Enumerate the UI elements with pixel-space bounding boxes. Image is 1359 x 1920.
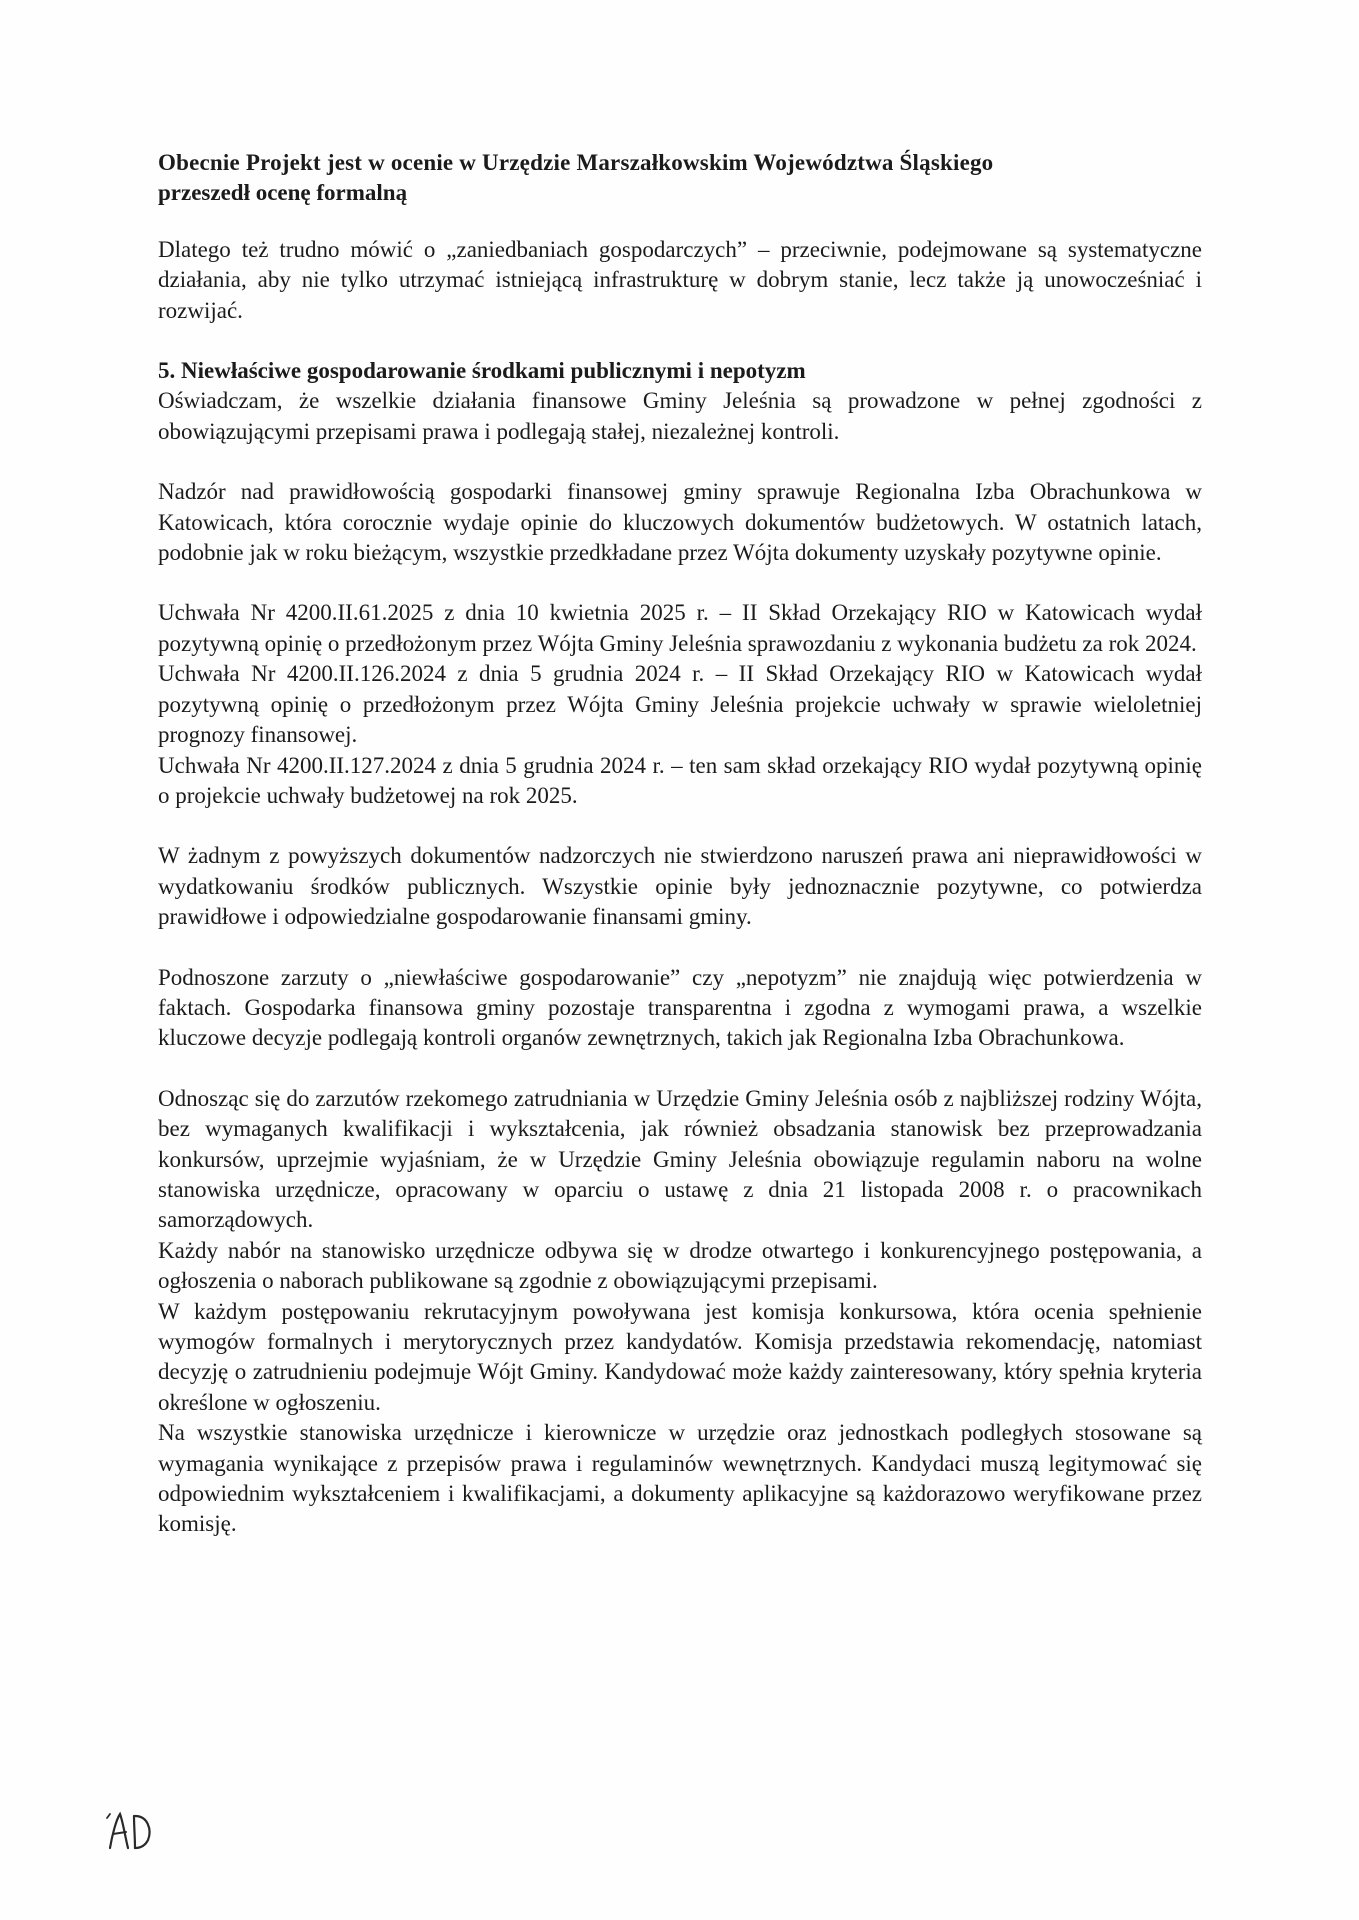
paragraph-financial-compliance: Oświadczam, że wszelkie działania finansowe Gminy Jeleśnia są prowadzone w pełnej zgodności z obowiązującymi przepisami prawa i podlegają stałej, niezależnej kontroli. (158, 388, 1202, 444)
heading-line-2: przeszedł ocenę formalną (158, 180, 408, 206)
paragraph-rio-supervision: Nadzór nad prawidłowością gospodarki finansowej gminy sprawuje Regionalna Izba Obrachunkowa w Katowicach, która corocznie wydaje opinie do kluczowych dokumentów budżetowych. W ostatnich latach, podobnie jak w roku bieżącym, wszystkie przedkładane przez Wójta dokumenty uzyskały pozytywne opinie. (158, 479, 1202, 566)
paragraph-employment: Odnosząc się do zarzutów rzekomego zatrudniania w Urzędzie Gminy Jeleśnia osób z najbliższej rodziny Wójta, bez wymaganych kwalifikacji i wykształcenia, jak również obsadzania stanowisk bez przeprowadzania konkursów, uprzejmie wyjaśniam, że w Urzędzie Gminy Jeleśnia obowiązuje regulamin naboru na wolne stanowiska urzędnicze, opracowany w oparciu o ustawę z dnia 21 listopada 2008 r. o pracownikach samorządowych. (158, 1085, 1202, 1233)
paragraph-no-violations: W żadnym z powyższych dokumentów nadzorczych nie stwierdzono naruszeń prawa ani nieprawidłowości w wydatkowaniu środków publicznych. Wszystkie opinie były jednoznacznie pozytywne, co potwierdza prawidłowe i odpowiedzialne gospodarowanie finansami gminy. (158, 843, 1202, 930)
paragraph-resolution-2025: Uchwała Nr 4200.II.61.2025 z dnia 10 kwietnia 2025 r. – II Skład Orzekający RIO w Katowicach wydał pozytywną opinię o przedłożonym przez Wójta Gminy Jeleśnia sprawozdaniu z wykonania budżetu za rok 2024. (158, 600, 1202, 656)
paragraph-nepotism-claims: Podnoszone zarzuty o „niewłaściwe gospodarowanie” czy „nepotyzm” nie znajdują więc potwierdzenia w faktach. Gospodarka finansowa gminy pozostaje transparentna i zgodna z wymogami prawa, a wszelkie kluczowe decyzje podlegają kontroli organów zewnętrznych, takich jak Regionalna Izba Obrachunkowa. (158, 964, 1202, 1051)
paragraph-requirements: Na wszystkie stanowiska urzędnicze i kierownicze w urzędzie oraz jednostkach podległych stosowane są wymagania wynikające z przepisów prawa i regulaminów wewnętrznych. Kandydaci muszą legitymować się odpowiednim wykształceniem i kwalifikacjami, a dokumenty aplikacyjne są każdorazowo weryfikowane przez komisję. (158, 1420, 1202, 1537)
paragraph-infrastructure: Dlatego też trudno mówić o „zaniedbaniach gospodarczych” – przeciwnie, podejmowane są systematyczne działania, aby nie tylko utrzymać istniejącą infrastrukturę w dobrym stanie, lecz także ją unowocześniać i rozwijać. (158, 236, 1202, 323)
heading-line-1: Obecnie Projekt jest w ocenie w Urzędzie Marszałkowskim Województwa Śląskiego (158, 150, 994, 175)
paragraph-commission: W każdym postępowaniu rekrutacyjnym powoływana jest komisja konkursowa, która ocenia spełnienie wymogów formalnych i merytorycznych przez kandydatów. Komisja przedstawia rekomendację, natomiast decyzję o zatrudnieniu podejmuje Wójt Gminy. Kandydować może każdy zainteresowany, który spełnia kryteria określone w ogłoszeniu. (158, 1298, 1202, 1415)
handwritten-initials (104, 1808, 168, 1854)
paragraph-resolution-127: Uchwała Nr 4200.II.127.2024 z dnia 5 grudnia 2024 r. – ten sam skład orzekający RIO wydał pozytywną opinię o projekcie uchwały budżetowej na rok 2025. (158, 752, 1202, 808)
paragraph-recruitment: Każdy nabór na stanowisko urzędnicze odbywa się w drodze otwartego i konkurencyjnego postępowania, a ogłoszenia o naborach publikowane są zgodnie z obowiązującymi przepisami. (158, 1237, 1202, 1294)
document-body (158, 148, 1202, 1540)
paragraph-resolution-126: Uchwała Nr 4200.II.126.2024 z dnia 5 grudnia 2024 r. – II Skład Orzekający RIO w Katowicach wydał pozytywną opinię o przedłożonym przez Wójta Gminy Jeleśnia projekcie uchwały w sprawie wieloletniej prognozy finansowej. (158, 661, 1202, 748)
section-5-title: 5. Niewłaściwe gospodarowanie środkami publicznymi i nepotyzm (158, 358, 806, 384)
